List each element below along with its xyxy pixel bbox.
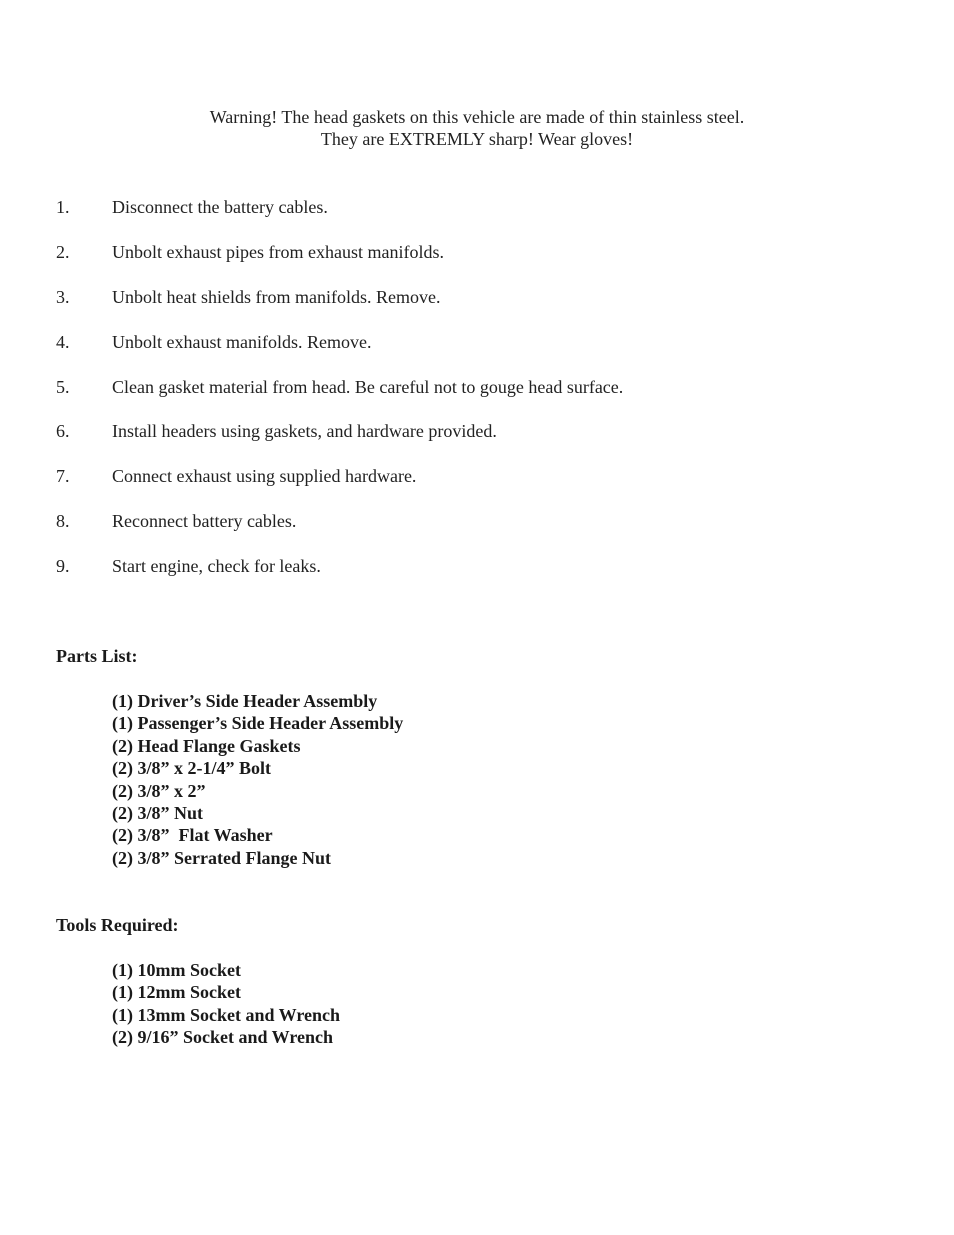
instruction-steps xyxy=(56,196,916,600)
step-number: 1. xyxy=(56,197,70,217)
step-number: 5. xyxy=(56,376,70,397)
tools-list-item: (2) 9/16” Socket and Wrench xyxy=(112,1027,334,1048)
step-item xyxy=(56,286,916,308)
step-text: Unbolt exhaust manifolds. Remove. xyxy=(112,331,372,352)
parts-list-item: (1) Driver’s Side Header Assembly xyxy=(112,691,378,711)
step-item xyxy=(56,420,916,442)
step-number: 4. xyxy=(56,331,70,352)
parts-list xyxy=(112,690,403,869)
parts-list-item: (2) 3/8” x 2-1/4” Bolt xyxy=(112,758,271,779)
step-number: 9. xyxy=(56,556,70,577)
warning-notice xyxy=(0,106,954,150)
tools-list-item: (1) 10mm Socket xyxy=(112,960,241,980)
parts-list-heading: Parts List: xyxy=(56,646,138,666)
step-text: Connect exhaust using supplied hardware. xyxy=(112,466,417,487)
warning-line-2: They are EXTREMLY sharp! Wear gloves! xyxy=(320,129,634,149)
step-number: 6. xyxy=(56,421,70,442)
step-item xyxy=(56,331,916,353)
parts-list-item: (2) 3/8” Nut xyxy=(112,803,203,824)
step-text: Disconnect the battery cables. xyxy=(112,197,328,217)
step-number: 7. xyxy=(56,466,70,487)
step-text: Start engine, check for leaks. xyxy=(112,556,321,577)
step-text: Unbolt heat shields from manifolds. Remove. xyxy=(112,286,441,307)
step-number: 3. xyxy=(56,286,70,307)
warning-line-1: Warning! The head gaskets on this vehicle are made of thin stainless steel. xyxy=(209,107,745,127)
step-item xyxy=(56,241,916,263)
step-text: Clean gasket material from head. Be careful not to gouge head surface. xyxy=(112,376,624,397)
step-item xyxy=(56,510,916,532)
tools-required-heading: Tools Required: xyxy=(56,915,179,935)
parts-list-item: (2) 3/8” x 2” xyxy=(112,780,206,801)
tools-list-item: (1) 12mm Socket xyxy=(112,982,241,1003)
step-number: 2. xyxy=(56,241,70,262)
step-item xyxy=(56,465,916,487)
parts-list-item: (1) Passenger’s Side Header Assembly xyxy=(112,713,404,734)
parts-list-item: (2) Head Flange Gaskets xyxy=(112,735,301,756)
step-item xyxy=(56,555,916,577)
step-item xyxy=(56,196,916,218)
parts-list-item: (2) 3/8” Flat Washer xyxy=(112,825,273,846)
tools-list-item: (1) 13mm Socket and Wrench xyxy=(112,1004,341,1025)
step-text: Unbolt exhaust pipes from exhaust manifolds. xyxy=(112,241,444,262)
parts-list-item: (2) 3/8” Serrated Flange Nut xyxy=(112,847,331,868)
step-item xyxy=(56,376,916,398)
step-text: Install headers using gaskets, and hardware provided. xyxy=(112,421,497,442)
tools-list xyxy=(112,959,340,1049)
step-number: 8. xyxy=(56,511,70,532)
step-text: Reconnect battery cables. xyxy=(112,511,297,532)
